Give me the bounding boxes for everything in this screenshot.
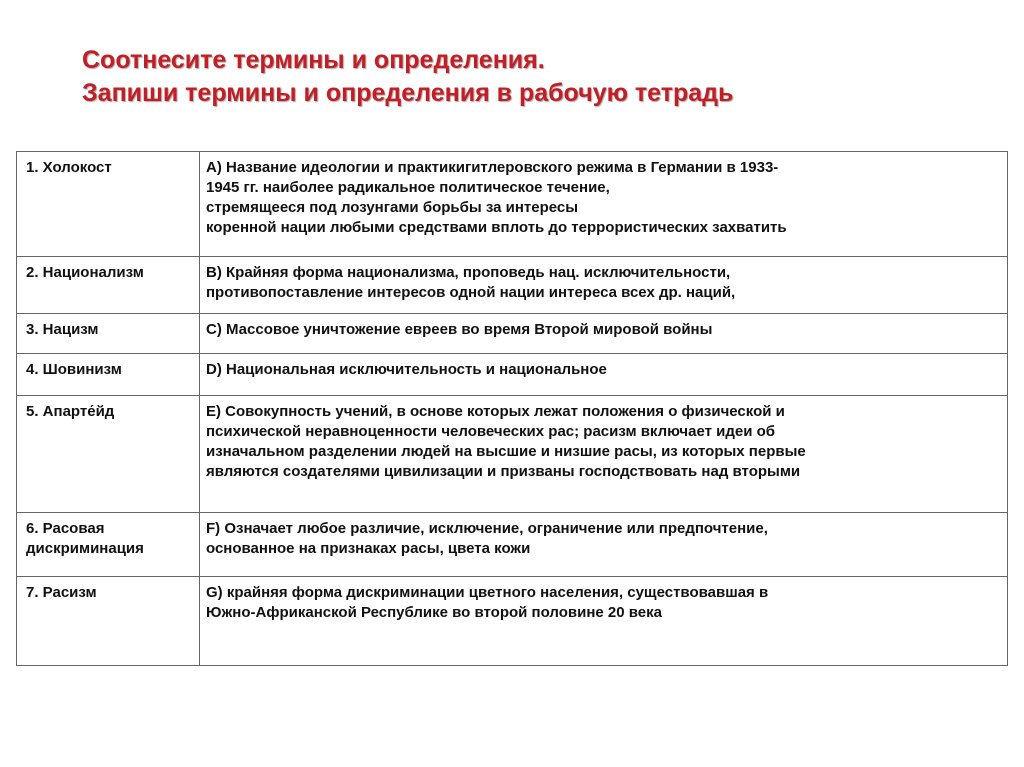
table-row [17,314,1008,354]
definition-line: 1945 гг. наиболее радикальное политическое течение, [206,179,610,196]
term-cell [17,396,200,513]
definition-line: основанное на признаках расы, цвета кожи [206,540,531,557]
definition-line: C) Массовое уничтожение евреев во время Второй мировой войны [206,321,713,338]
definition-line: изначальном разделении людей на высшие и низшие расы, из которых первые [206,443,806,460]
term-text: 6. Расовая [26,520,105,537]
definition-line: D) Национальная исключительность и национальное [206,361,607,378]
definition-line: противопоставление интересов одной нации интереса всех др. наций, [206,284,736,301]
term-cell [17,354,200,396]
definition-cell [200,513,1008,577]
terms-table [16,151,1008,666]
table-row [17,354,1008,396]
term-cell [17,577,200,666]
table-row [17,513,1008,577]
term-text: 4. Шовинизм [26,361,122,378]
definition-line: G) крайняя форма дискриминации цветного населения, существовавшая в [206,584,769,601]
title-line-1: Соотнесите термины и определения. [82,46,545,74]
title-line-2: Запиши термины и определения в рабочую тетрадь [82,79,734,107]
definition-line: стремящееся под лозунгами борьбы за интересы [206,199,579,216]
definition-line: E) Совокупность учений, в основе которых лежат положения о физической и [206,403,785,420]
definition-line: являются создателями цивилизации и призваны господствовать над вторыми [206,463,801,480]
definition-line: Южно-Африканской Республике во второй половине 20 века [206,604,662,621]
definition-cell [200,152,1008,257]
term-text: дискриминация [26,540,144,557]
table-row [17,257,1008,314]
definition-cell [200,257,1008,314]
term-text: 1. Холокост [26,159,112,176]
definition-line: коренной нации любыми средствами вплоть до террористических захватить [206,219,787,236]
term-text: 7. Расизм [26,584,97,601]
slide-title [82,44,982,110]
term-cell [17,152,200,257]
definition-line: F) Означает любое различие, исключение, ограничение или предпочтение, [206,520,768,537]
term-cell [17,513,200,577]
table-row [17,152,1008,257]
term-text: 3. Нацизм [26,321,99,338]
term-text: 5. Апарте́йд [26,403,115,420]
definition-cell [200,354,1008,396]
term-cell [17,257,200,314]
term-text: 2. Национализм [26,264,144,281]
definition-cell [200,314,1008,354]
definition-line: психической неравноценности человеческих рас; расизм включает идеи об [206,423,776,440]
definition-line: A) Название идеологии и практикигитлеровского режима в Германии в 1933- [206,159,779,176]
definition-line: B) Крайняя форма национализма, проповедь нац. исключительности, [206,264,731,281]
term-cell [17,314,200,354]
definition-cell [200,396,1008,513]
table-row [17,577,1008,666]
definition-cell [200,577,1008,666]
table-row [17,396,1008,513]
